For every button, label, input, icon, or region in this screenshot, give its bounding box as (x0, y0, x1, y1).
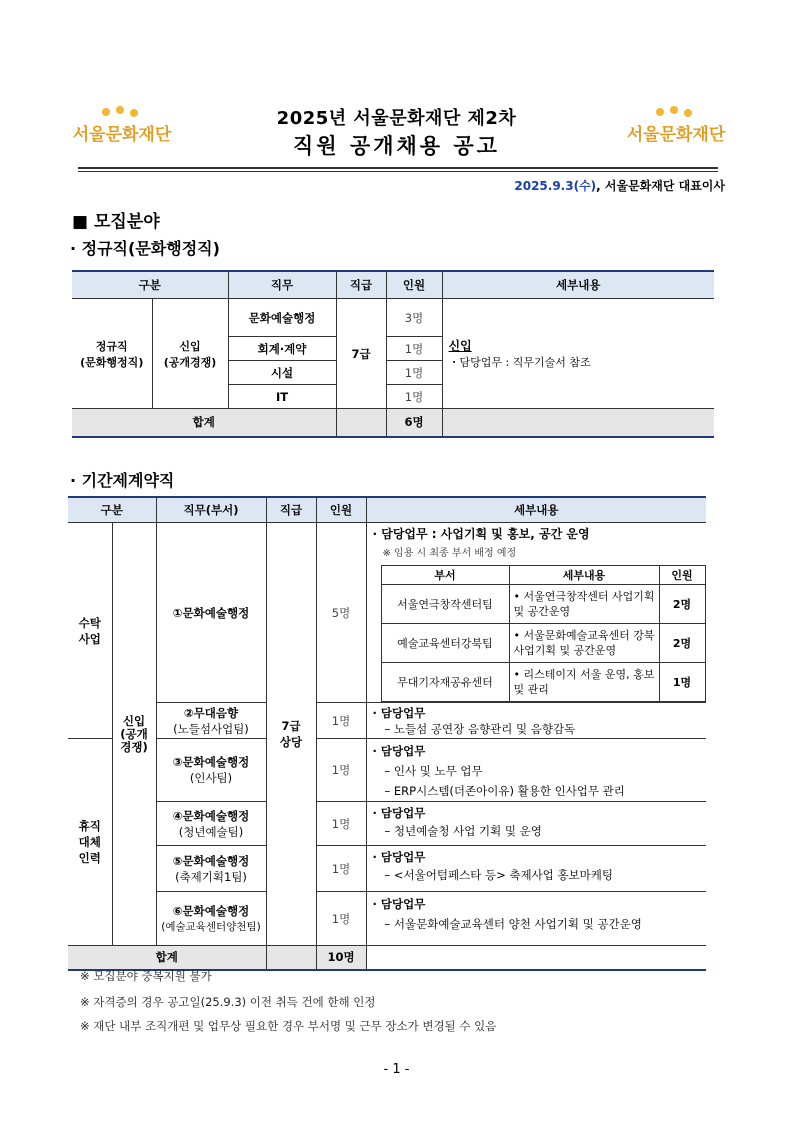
contract-recruit: 신입 (공개 경쟁) (112, 523, 156, 946)
inner-count: 2명 (659, 585, 705, 624)
job-cell (156, 802, 266, 846)
contract-subtitle: · 기간제계약직 (70, 471, 175, 490)
contract-grade: 7급 상당 (266, 523, 316, 946)
job-dept: (청년예술팀) (178, 824, 244, 839)
detail-title: 신입 (448, 339, 472, 353)
job-dept: (예술교육센터양천팀) (161, 921, 261, 933)
job-cell: 회계·계약 (228, 337, 336, 361)
duty-title: · 담당업무 (372, 806, 426, 820)
header-detail: 세부내용 (442, 271, 714, 299)
count-cell: 1명 (316, 846, 366, 892)
inner-detail-text: 리스테이지 서울 운영, 홍보 및 관리 (513, 668, 655, 696)
total-count: 10명 (316, 946, 366, 970)
header-job: 직무(부서) (156, 497, 266, 523)
issuer: , 서울문화재단 대표이사 (596, 179, 725, 193)
inner-count: 1명 (659, 663, 705, 702)
page-number: - 1 - (383, 1062, 410, 1077)
header-category: 구분 (72, 271, 228, 299)
total-empty (336, 409, 386, 437)
regular-type: 정규직 (문화행정직) (72, 299, 152, 409)
duty-item: – <서울어텀페스타 등> 축제사업 홍보마케팅 (384, 868, 613, 882)
duty-title: · 담당업무 (372, 897, 426, 911)
count-cell: 1명 (386, 337, 442, 361)
job-cell: 시설 (228, 361, 336, 385)
grade-cell: 7급 (336, 299, 386, 409)
duty-note: ※ 임용 시 최종 부서 배정 예정 (382, 548, 517, 559)
header-job: 직무 (228, 271, 336, 299)
regular-table (72, 270, 714, 438)
job-cell (156, 846, 266, 892)
header-count: 인원 (316, 497, 366, 523)
job-cell (156, 703, 266, 739)
job-cell (156, 739, 266, 802)
job-cell: 문화예술행정 (228, 299, 336, 337)
job-dept: (인사팀) (189, 771, 233, 785)
inner-detail: • 서울연극창작센터 사업기획 및 공간운영 (509, 585, 659, 624)
title-line-2: 직원 공개채용 공고 (293, 134, 500, 158)
count-cell: 1명 (316, 802, 366, 846)
note-item: ※ 재단 내부 조직개편 및 업무상 필요한 경우 부서명 및 근무 장소가 변경될 수 있음 (80, 1019, 497, 1033)
total-detail (442, 409, 714, 437)
detail-cell (442, 299, 714, 409)
detail-cell (366, 802, 706, 846)
header-category: 구분 (68, 497, 156, 523)
detail-cell (366, 523, 706, 703)
count-cell: 1명 (386, 385, 442, 409)
inner-header-dept: 부서 (381, 566, 509, 585)
detail-cell (366, 703, 706, 739)
duty-title: · 담당업무 (372, 706, 426, 720)
duty-title: · 담당업무 (372, 850, 426, 864)
inner-count: 2명 (659, 624, 705, 663)
svg-text:서울문화재단: 서울문화재단 (626, 125, 726, 145)
duty-item: – 인사 및 노무 업무 (384, 764, 483, 778)
regular-recruit: 신입 (공개경쟁) (152, 299, 228, 409)
job-cell: IT (228, 385, 336, 409)
detail-cell (366, 892, 706, 946)
section-title: ■ 모집분야 (72, 212, 160, 232)
total-detail (366, 946, 706, 970)
header-count: 인원 (386, 271, 442, 299)
job-dept: (노들섬사업팀) (173, 721, 249, 736)
job-name: ③문화예술행정 (172, 755, 250, 769)
detail-cell (366, 846, 706, 892)
job-name: ④문화예술행정 (172, 808, 250, 823)
job-name: ⑤문화예술행정 (172, 853, 250, 868)
announcement-date (514, 177, 725, 194)
detail-text: ・담당업무 : 직무기술서 참조 (448, 356, 591, 369)
inner-dept: 무대기자재공유센터 (381, 663, 509, 702)
inner-detail-text: 서울연극창작센터 사업기획 및 공간운영 (513, 590, 655, 618)
job-cell (156, 892, 266, 946)
job-name: ②무대음향 (183, 705, 239, 720)
header-grade: 직급 (266, 497, 316, 523)
duty-title: · 담당업무 (372, 744, 426, 758)
title-rule-thin (78, 171, 718, 172)
duty-item: – 청년예술청 사업 기획 및 운영 (384, 824, 542, 838)
count-cell: 1명 (316, 892, 366, 946)
total-empty (266, 946, 316, 970)
dept-table (381, 565, 706, 702)
job-dept: (축제기획1팀) (175, 869, 247, 884)
count-cell: 5명 (316, 523, 366, 703)
detail-cell (366, 739, 706, 802)
title-line-1: 2025년 서울문화재단 제2차 (276, 108, 517, 129)
job-name: ⑥문화예술행정 (172, 904, 250, 918)
note-item: ※ 자격증의 경우 공고일(25.9.3) 이전 취득 건에 한해 인정 (80, 995, 376, 1009)
inner-dept: 서울연극창작센터팀 (381, 585, 509, 624)
duty-item: – 서울문화예술교육센터 양천 사업기획 및 공간운영 (384, 917, 642, 931)
header-grade: 직급 (336, 271, 386, 299)
inner-detail: • 서울문화예술교육센터 강북 사업기획 및 공간운영 (509, 624, 659, 663)
date-value: 2025.9.3(수) (514, 179, 597, 193)
total-label: 합계 (72, 409, 336, 437)
total-count: 6명 (386, 409, 442, 437)
title-rule (78, 167, 718, 169)
count-cell: 1명 (316, 703, 366, 739)
duty-title: · 담당업무 : 사업기획 및 홍보, 공간 운영 (372, 527, 590, 541)
inner-detail-text: 서울문화예술교육센터 강북 사업기획 및 공간운영 (513, 629, 655, 657)
svg-text:서울문화재단: 서울문화재단 (72, 125, 172, 145)
contract-table (68, 496, 706, 971)
total-label: 합계 (68, 946, 266, 970)
inner-header-detail: 세부내용 (509, 566, 659, 585)
duty-item: – 노들섬 공연장 음향관리 및 음향감독 (384, 722, 576, 736)
inner-header-count: 인원 (659, 566, 705, 585)
count-cell: 3명 (386, 299, 442, 337)
job-cell: ①문화예술행정 (156, 523, 266, 703)
count-cell: 1명 (386, 361, 442, 385)
inner-detail: • 리스테이지 서울 운영, 홍보 및 관리 (509, 663, 659, 702)
type-substitute: 휴직 대체 인력 (68, 739, 112, 946)
inner-dept: 예술교육센터강북팀 (381, 624, 509, 663)
regular-subtitle: · 정규직(문화행정직) (70, 239, 220, 258)
note-item: ※ 모집분야 중복지원 불가 (80, 969, 212, 983)
type-trust: 수탁 사업 (68, 523, 112, 739)
header-detail: 세부내용 (366, 497, 706, 523)
count-cell: 1명 (316, 739, 366, 802)
duty-item: – ERP시스템(더존아이유) 활용한 인사업무 관리 (384, 784, 625, 798)
